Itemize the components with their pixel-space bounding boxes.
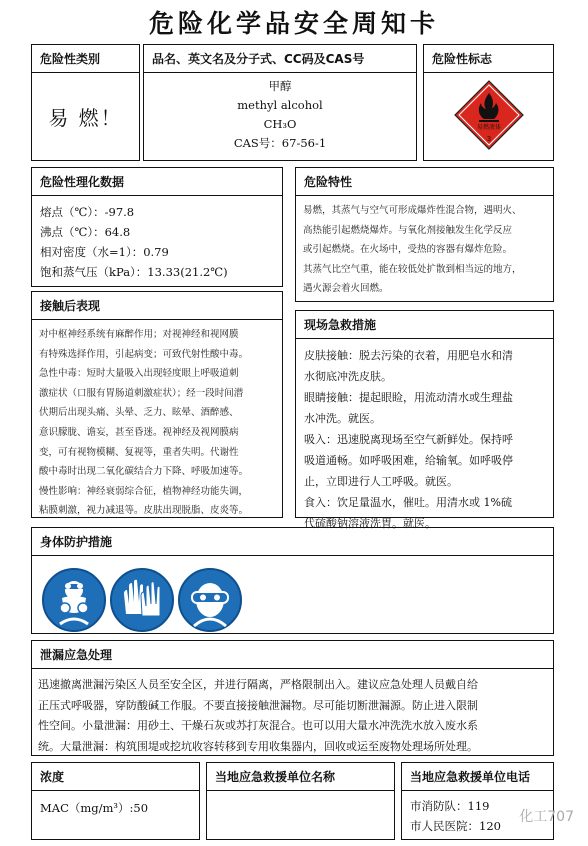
chemical-cn-name: 甲醇	[268, 79, 292, 93]
local-units-header: 当地应急救援单位名称	[207, 763, 394, 791]
watermark: 化工707	[519, 809, 574, 825]
exposure-line: 伏期后出现头痛、头晕、乏力、眩晕、酒醉感、	[39, 407, 239, 419]
exposure-line: 对中枢神经系统有麻醉作用；对视神经和视网膜	[39, 329, 239, 340]
cas-number: CAS号：67-56-1	[233, 136, 327, 150]
exposure-line: 变，可有视物模糊、复视等，重者失明。代谢性	[39, 446, 239, 458]
exposure-line: 酸中毒时出现二氧化碳结合力下降、呼吸加速等。	[39, 466, 249, 478]
hazard-category-header: 危险性类别	[32, 45, 139, 73]
hazard-feature-line: 遇火源会着火回燃。	[303, 283, 389, 295]
hazard-category-value: 易 燃！	[48, 106, 123, 130]
hazard-sign-label: 易燃液体	[476, 124, 502, 131]
local-units-panel	[206, 762, 395, 840]
fire-department-phone: 市消防队：119	[410, 799, 490, 813]
physchem-line: 相对密度（水=1）：0.79	[40, 245, 169, 259]
exposure-line: 意识朦胧、谵妄，甚至昏迷。视神经及视网膜病	[39, 426, 239, 438]
exposure-line: 有特殊选择作用，引起病变；可致代射性酸中毒。	[39, 348, 249, 360]
exposure-line: 急性中毒：短时大量吸入出现轻度眼上呼吸道刺	[39, 368, 239, 380]
phones-header: 当地应急救援单位电话	[402, 763, 553, 791]
physchem-panel	[31, 167, 283, 287]
hazard-feature-line: 其蒸气比空气重，能在较低处扩散到相当远的地方，	[303, 263, 522, 275]
phones-panel	[401, 762, 554, 840]
physchem-header: 危险性理化数据	[32, 168, 282, 196]
first-aid-line: 代硫酸钠溶液洗胃。就医。	[304, 517, 436, 530]
spill-panel	[31, 640, 554, 756]
spill-line: 统。大量泄漏：构筑围堤或挖坑收容转移到专用收集器内，回收或运至废物处理场所处理。	[38, 739, 478, 753]
identity-panel	[143, 44, 417, 161]
exposure-line: 粘膜刺激，视力减退等。皮肤出现脱脂、皮炎等。	[39, 505, 249, 517]
first-aid-line: 皮肤接触：脱去污染的衣着，用肥皂水和清	[304, 349, 513, 362]
mac-value: MAC（mg/m³）:50	[40, 801, 149, 815]
respirator-mask-icon	[42, 568, 106, 632]
first-aid-line: 吸道通畅。如呼吸困难，给输氧。如呼吸停	[304, 454, 513, 467]
first-aid-line: 水冲洗。就医。	[304, 412, 381, 425]
protective-gloves-icon	[110, 568, 174, 632]
identity-header: 品名、英文名及分子式、CC码及CAS号	[144, 45, 416, 73]
first-aid-line: 止，立即进行人工呼吸。就医。	[304, 475, 458, 488]
hazard-feature-line: 或引起燃烧。在火场中，受热的容器有爆炸危险。	[303, 244, 513, 256]
exposure-line: 激症状（口服有胃肠道刺激症状）；经一段时间潜	[39, 387, 244, 399]
hazard-feature-line: 高热能引起燃烧爆炸。与氧化剂接触发生化学反应	[303, 224, 513, 236]
hospital-phone: 市人民医院：120	[410, 819, 501, 833]
spill-line: 迅速撤离泄漏污染区人员至安全区，并进行隔离，严格限制出入。建议应急处理人员戴自给	[38, 678, 478, 691]
hazard-features-header: 危险特性	[296, 168, 553, 196]
first-aid-line: 吸入：迅速脱离现场至空气新鲜处。保持呼	[304, 433, 513, 446]
hazard-category-panel	[31, 44, 140, 161]
concentration-panel	[31, 762, 200, 840]
exposure-line: 慢性影响：神经衰弱综合征，植物神经功能失调，	[39, 485, 249, 497]
hazard-sign-header: 危险性标志	[424, 45, 553, 73]
exposure-panel	[31, 291, 283, 518]
ppe-header: 身体防护措施	[32, 528, 553, 556]
safety-goggles-icon	[178, 568, 242, 632]
first-aid-header: 现场急救措施	[296, 311, 553, 339]
hazard-feature-line: 易燃，其蒸气与空气可形成爆炸性混合物，遇明火、	[303, 205, 522, 216]
physchem-line: 沸点（℃）：64.8	[40, 225, 131, 239]
flammable-diamond-icon	[453, 79, 525, 151]
hazard-sign-class: 3	[486, 135, 492, 143]
first-aid-line: 眼睛接触：提起眼睑，用流动清水或生理盐	[304, 391, 513, 404]
spill-line: 性空间。小量泄漏：用砂土、干燥石灰或苏打灰混合。也可以用大量水冲洗洗水放入废水系	[38, 719, 478, 732]
hazard-sign-panel	[423, 44, 554, 161]
first-aid-line: 食入：饮足量温水，催吐。用清水或 1%硫	[304, 496, 512, 509]
exposure-header: 接触后表现	[32, 292, 282, 320]
chemical-en-name: methyl alcohol	[237, 98, 323, 112]
spill-header: 泄漏应急处理	[32, 641, 553, 669]
physchem-line: 熔点（℃）：-97.8	[40, 205, 135, 219]
first-aid-panel	[295, 310, 554, 530]
chemical-formula: CH₃O	[263, 117, 297, 131]
physchem-line: 饱和蒸气压（kPa）：13.33(21.2℃)	[40, 265, 228, 279]
page-title: 危险化学品安全周知卡	[148, 9, 439, 38]
spill-line: 正压式呼吸器，穿防酸碱工作服。不要直接接触泄漏物。尽可能切断泄漏源。防止进入限制	[38, 698, 478, 712]
concentration-header: 浓度	[32, 763, 199, 791]
ppe-panel	[31, 527, 554, 634]
first-aid-line: 水彻底冲洗皮肤。	[304, 370, 392, 383]
hazard-features-panel	[295, 167, 554, 302]
